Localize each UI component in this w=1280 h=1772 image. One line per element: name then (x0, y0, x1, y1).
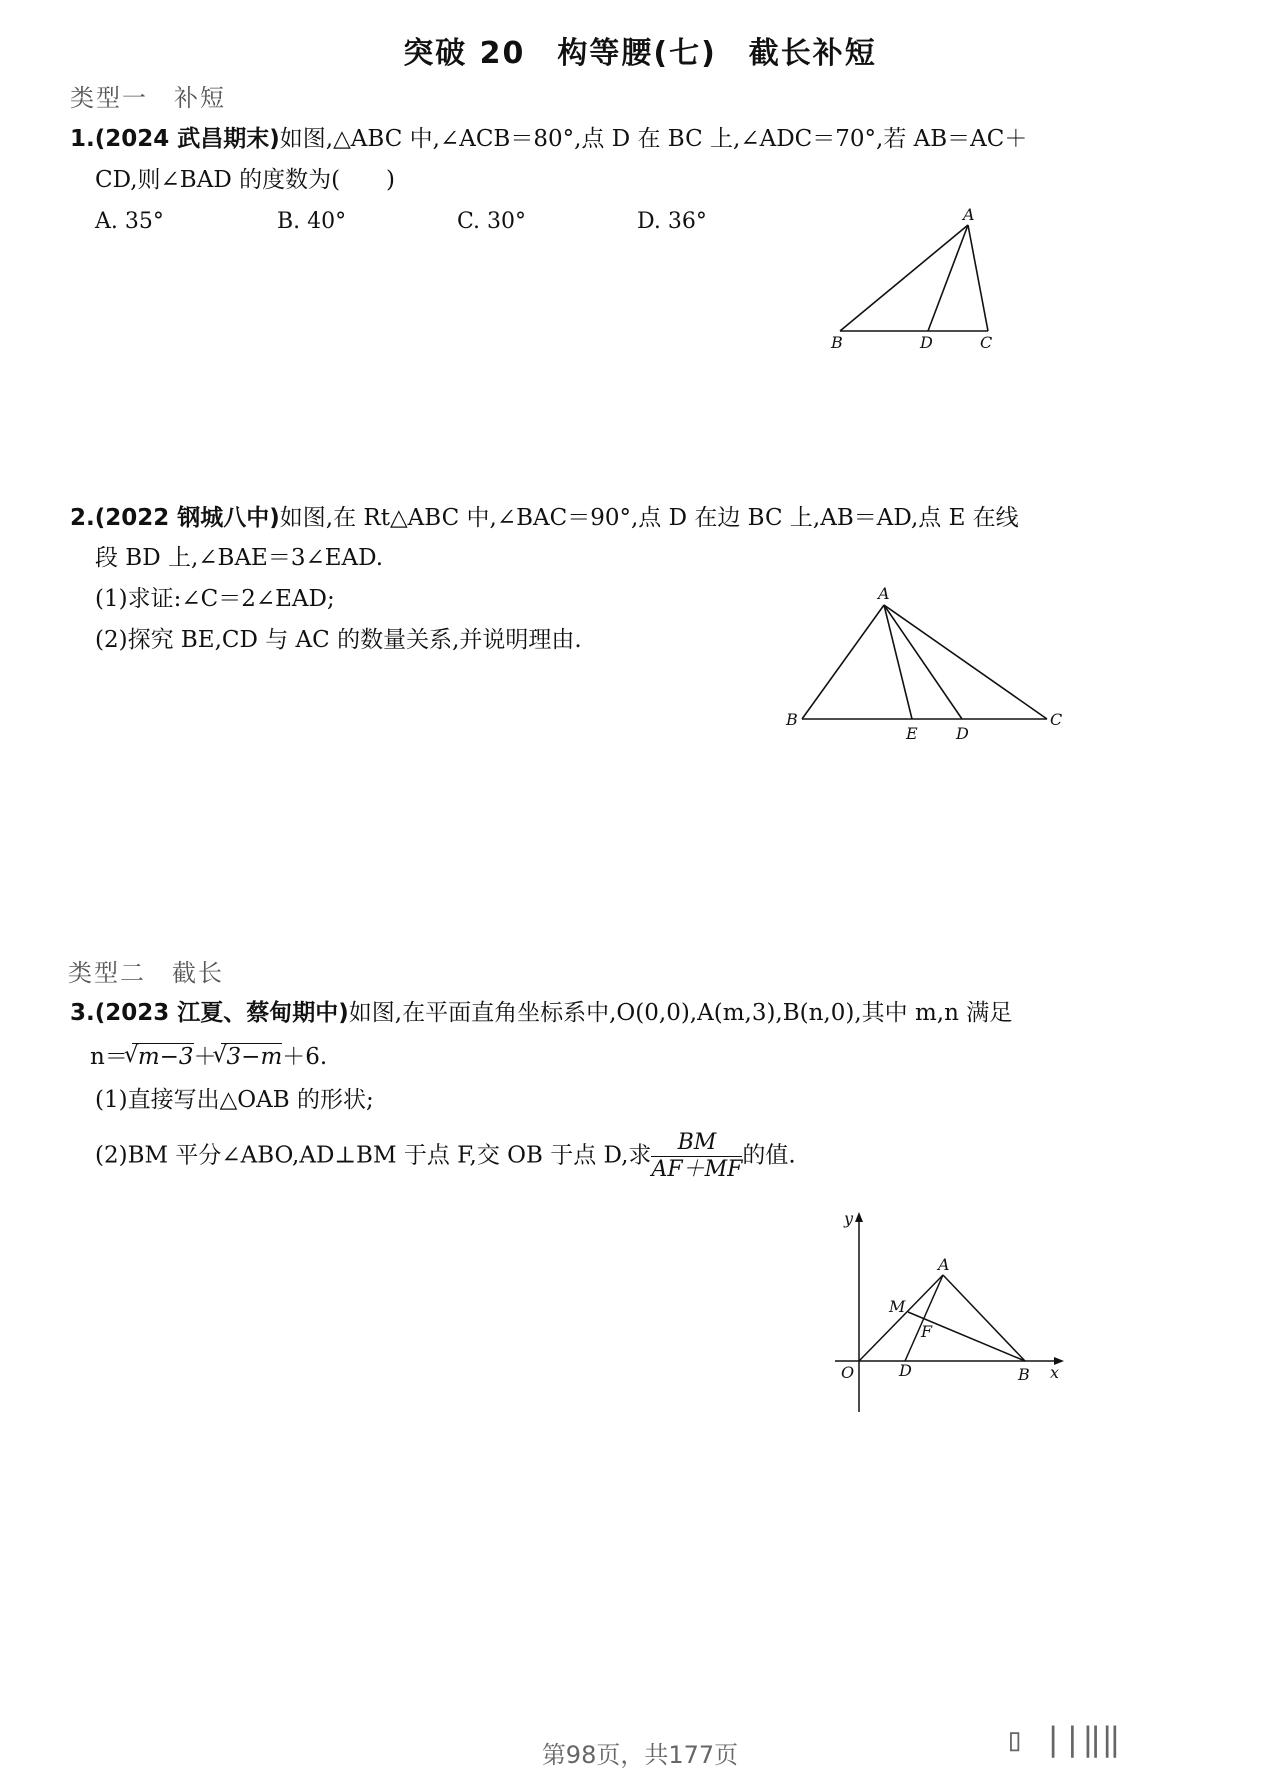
segment-ab (802, 605, 884, 719)
option-c: C. 30° (457, 209, 527, 234)
question-3-equation (90, 1042, 327, 1072)
section-heading-type-one: 类型一 补短 (70, 84, 226, 112)
figure-3-coordinate-plane (820, 1200, 1080, 1420)
label-c: C (980, 333, 993, 352)
label-b: B (1018, 1365, 1030, 1384)
option-d: D. 36° (637, 209, 707, 234)
question-2-part-1: (1)求证:∠C＝2∠EAD; (95, 586, 335, 612)
label-d: D (956, 724, 969, 743)
part-2-text: (2)BM 平分∠ABO,AD⊥BM 于点 F,交 OB 于点 D,求 (95, 1142, 652, 1169)
question-number: 1. (70, 126, 95, 152)
label-a: A (963, 205, 975, 224)
fraction-denominator: AF＋MF (651, 1157, 743, 1182)
fraction (651, 1130, 742, 1183)
scan-corner-marks: ▯ ||‖‖ (1005, 1720, 1121, 1758)
segment-oa (859, 1275, 943, 1361)
label-f: F (921, 1322, 933, 1341)
fraction-numerator: BM (651, 1130, 742, 1157)
option-a: A. 35° (95, 209, 164, 234)
question-source: (2022 钢城八中) (94, 505, 280, 531)
radicand-2: 3−m (226, 1044, 283, 1070)
label-b: B (831, 333, 843, 352)
sqrt-radical-1: √ m−3 (123, 1042, 194, 1070)
section-heading-type-two: 类型二 截长 (68, 959, 224, 987)
label-d: D (899, 1361, 912, 1380)
question-source: (2023 江夏、蔡甸期中) (94, 1000, 349, 1026)
question-source: (2024 武昌期末) (94, 126, 280, 152)
question-text: 如图,在 Rt△ABC 中,∠BAC＝90°,点 D 在边 BC 上,AB＝AD,点 E 在线 (279, 505, 1019, 531)
equation-tail: ＋6. (282, 1044, 328, 1070)
question-2-line-1 (70, 503, 1019, 533)
question-number: 3. (70, 1000, 95, 1026)
label-d: D (920, 333, 933, 352)
label-o: O (841, 1363, 855, 1382)
question-3-part-1: (1)直接写出△OAB 的形状; (95, 1087, 374, 1113)
page-number-footer: 第98页，共177页 (541, 1741, 739, 1769)
question-3-part-2 (95, 1130, 796, 1183)
figure-2-triangle (770, 575, 1070, 750)
question-1-line-2: CD,则∠BAD 的度数为( ) (95, 167, 396, 193)
part-2-tail: 的值. (742, 1142, 796, 1169)
label-a: A (938, 1255, 950, 1274)
radicand-1: m−3 (137, 1044, 194, 1070)
y-axis-arrow (855, 1212, 863, 1222)
question-number: 2. (70, 505, 95, 531)
label-c: C (1050, 710, 1063, 729)
question-2-line-2: 段 BD 上,∠BAE＝3∠EAD. (95, 545, 384, 571)
option-b: B. 40° (277, 209, 347, 234)
equation-left: n＝ (90, 1044, 128, 1070)
label-m: M (889, 1297, 906, 1316)
equation-plus: ＋ (193, 1044, 217, 1070)
label-y: y (844, 1209, 854, 1228)
question-2-part-2: (2)探究 BE,CD 与 AC 的数量关系,并说明理由. (95, 627, 582, 653)
segment-ab (943, 1275, 1025, 1361)
segment-ad (884, 605, 962, 719)
label-a: A (878, 584, 890, 603)
label-e: E (906, 724, 918, 743)
segment-ac (968, 225, 988, 331)
question-3-line-1 (70, 998, 1012, 1028)
question-text: 如图,△ABC 中,∠ACB＝80°,点 D 在 BC 上,∠ADC＝70°,若 AB＝AC＋ (279, 126, 1028, 152)
figure-1-triangle (800, 195, 1060, 370)
question-1-line-1 (70, 124, 1027, 154)
label-b: B (786, 710, 798, 729)
question-text: 如图,在平面直角坐标系中,O(0,0),A(m,3),B(n,0),其中 m,n 满足 (348, 1000, 1013, 1026)
page-title: 突破 20 构等腰(七) 截长补短 (403, 36, 877, 71)
sqrt-radical-2: √ 3−m (212, 1042, 283, 1070)
label-x: x (1050, 1363, 1060, 1382)
